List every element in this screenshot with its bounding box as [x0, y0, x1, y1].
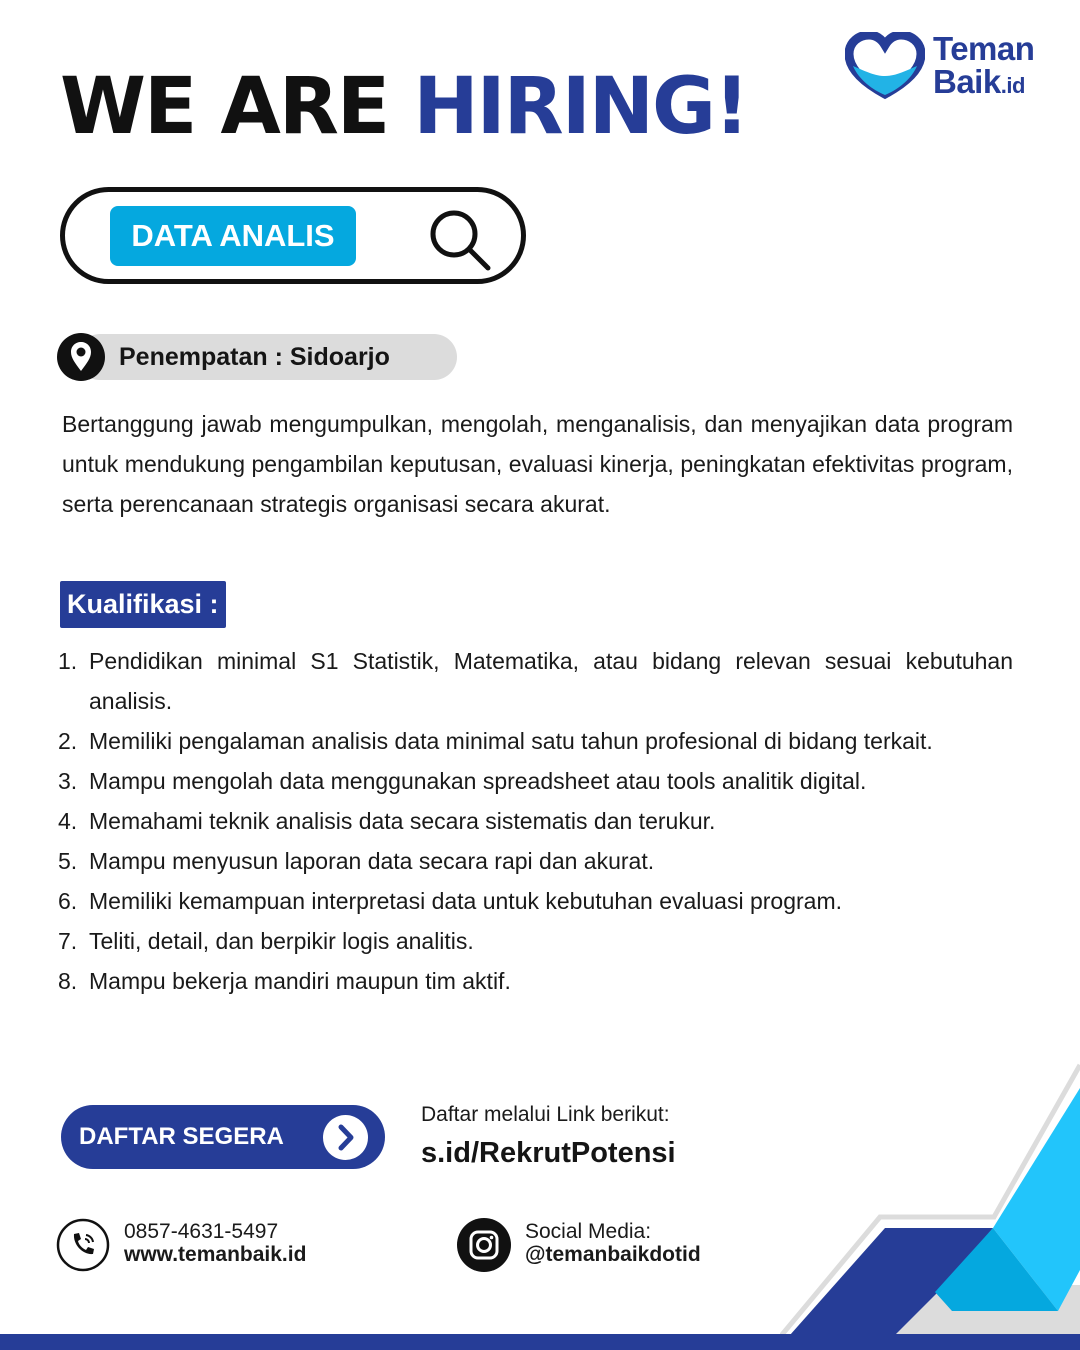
logo-wordmark [933, 32, 1034, 102]
qualification-item [58, 921, 1013, 961]
item-text: Memiliki kemampuan interpretasi data untuk kebutuhan evaluasi program. [89, 888, 843, 914]
qualification-item [58, 881, 1013, 921]
position-search-bar [60, 187, 526, 284]
phone-contact [56, 1218, 356, 1274]
heart-icon [845, 32, 925, 102]
qualification-item [58, 801, 1013, 841]
item-number: 7. [58, 928, 78, 954]
register-now-label: DAFTAR SEGERA [79, 1123, 284, 1150]
item-number: 5. [58, 848, 78, 874]
chevron-right-icon [323, 1115, 368, 1160]
qualification-item [58, 641, 1013, 721]
social-label: Social Media: [525, 1220, 652, 1243]
bottom-bar [0, 1334, 1080, 1350]
item-number: 3. [58, 768, 78, 794]
item-number: 6. [58, 888, 78, 914]
instagram-icon [457, 1218, 511, 1272]
phone-icon [56, 1218, 110, 1272]
search-icon [428, 208, 492, 272]
item-number: 8. [58, 968, 78, 994]
item-text: Mampu bekerja mandiri maupun tim aktif. [89, 968, 511, 994]
item-text: Memiliki pengalaman analisis data minimal satu tahun profesional di bidang terkait. [89, 728, 933, 754]
item-number: 2. [58, 728, 78, 754]
item-text: Mampu mengolah data menggunakan spreadsheet atau tools analitik digital. [89, 768, 867, 794]
item-number: 1. [58, 648, 78, 674]
qualifications-list [58, 641, 1013, 1001]
register-link-caption: Daftar melalui Link berikut: [421, 1103, 670, 1126]
qualification-item [58, 761, 1013, 801]
register-link[interactable]: s.id/RekrutPotensi [421, 1137, 676, 1169]
social-contact [457, 1218, 757, 1274]
item-text: Pendidikan minimal S1 Statistik, Matematika, atau bidang relevan sesuai kebutuhan analisis. [89, 648, 1013, 714]
website-link[interactable]: www.temanbaik.id [124, 1243, 307, 1266]
teman-baik-logo [845, 32, 1055, 104]
qualification-item [58, 961, 1013, 1001]
item-number: 4. [58, 808, 78, 834]
qualification-item [58, 721, 1013, 761]
item-text: Teliti, detail, dan berpikir logis analitis. [89, 928, 474, 954]
decorative-corner-shapes [780, 1060, 1080, 1350]
qualification-item [58, 841, 1013, 881]
item-text: Mampu menyusun laporan data secara rapi dan akurat. [89, 848, 655, 874]
logo-line-1: Teman [933, 30, 1035, 67]
qualifications-title: Kualifikasi : [60, 581, 226, 628]
instagram-handle[interactable]: @temanbaikdotid [525, 1243, 701, 1266]
item-text: Memahami teknik analisis data secara sistematis dan terukur. [89, 808, 716, 834]
logo-suffix: .id [1000, 73, 1025, 98]
logo-line-2: Baik [933, 63, 1001, 100]
job-description: Bertanggung jawab mengumpulkan, mengolah, menganalisis, dan menyajikan data program untuk mendukung pengambilan keputusan, evaluasi kinerja, peningkatan efektivitas program, serta perencanaan strategis organisasi secara akurat. [62, 411, 1013, 517]
location-text: Penempatan : Sidoarjo [119, 343, 390, 371]
position-title: DATA ANALIS [110, 206, 356, 266]
phone-number[interactable]: 0857-4631-5497 [124, 1220, 279, 1243]
headline-part-2: HIRING! [413, 62, 748, 152]
headline-part-1: WE ARE [60, 62, 389, 152]
register-now-button[interactable] [61, 1105, 385, 1169]
headline [60, 62, 748, 152]
map-pin-icon [57, 333, 105, 381]
